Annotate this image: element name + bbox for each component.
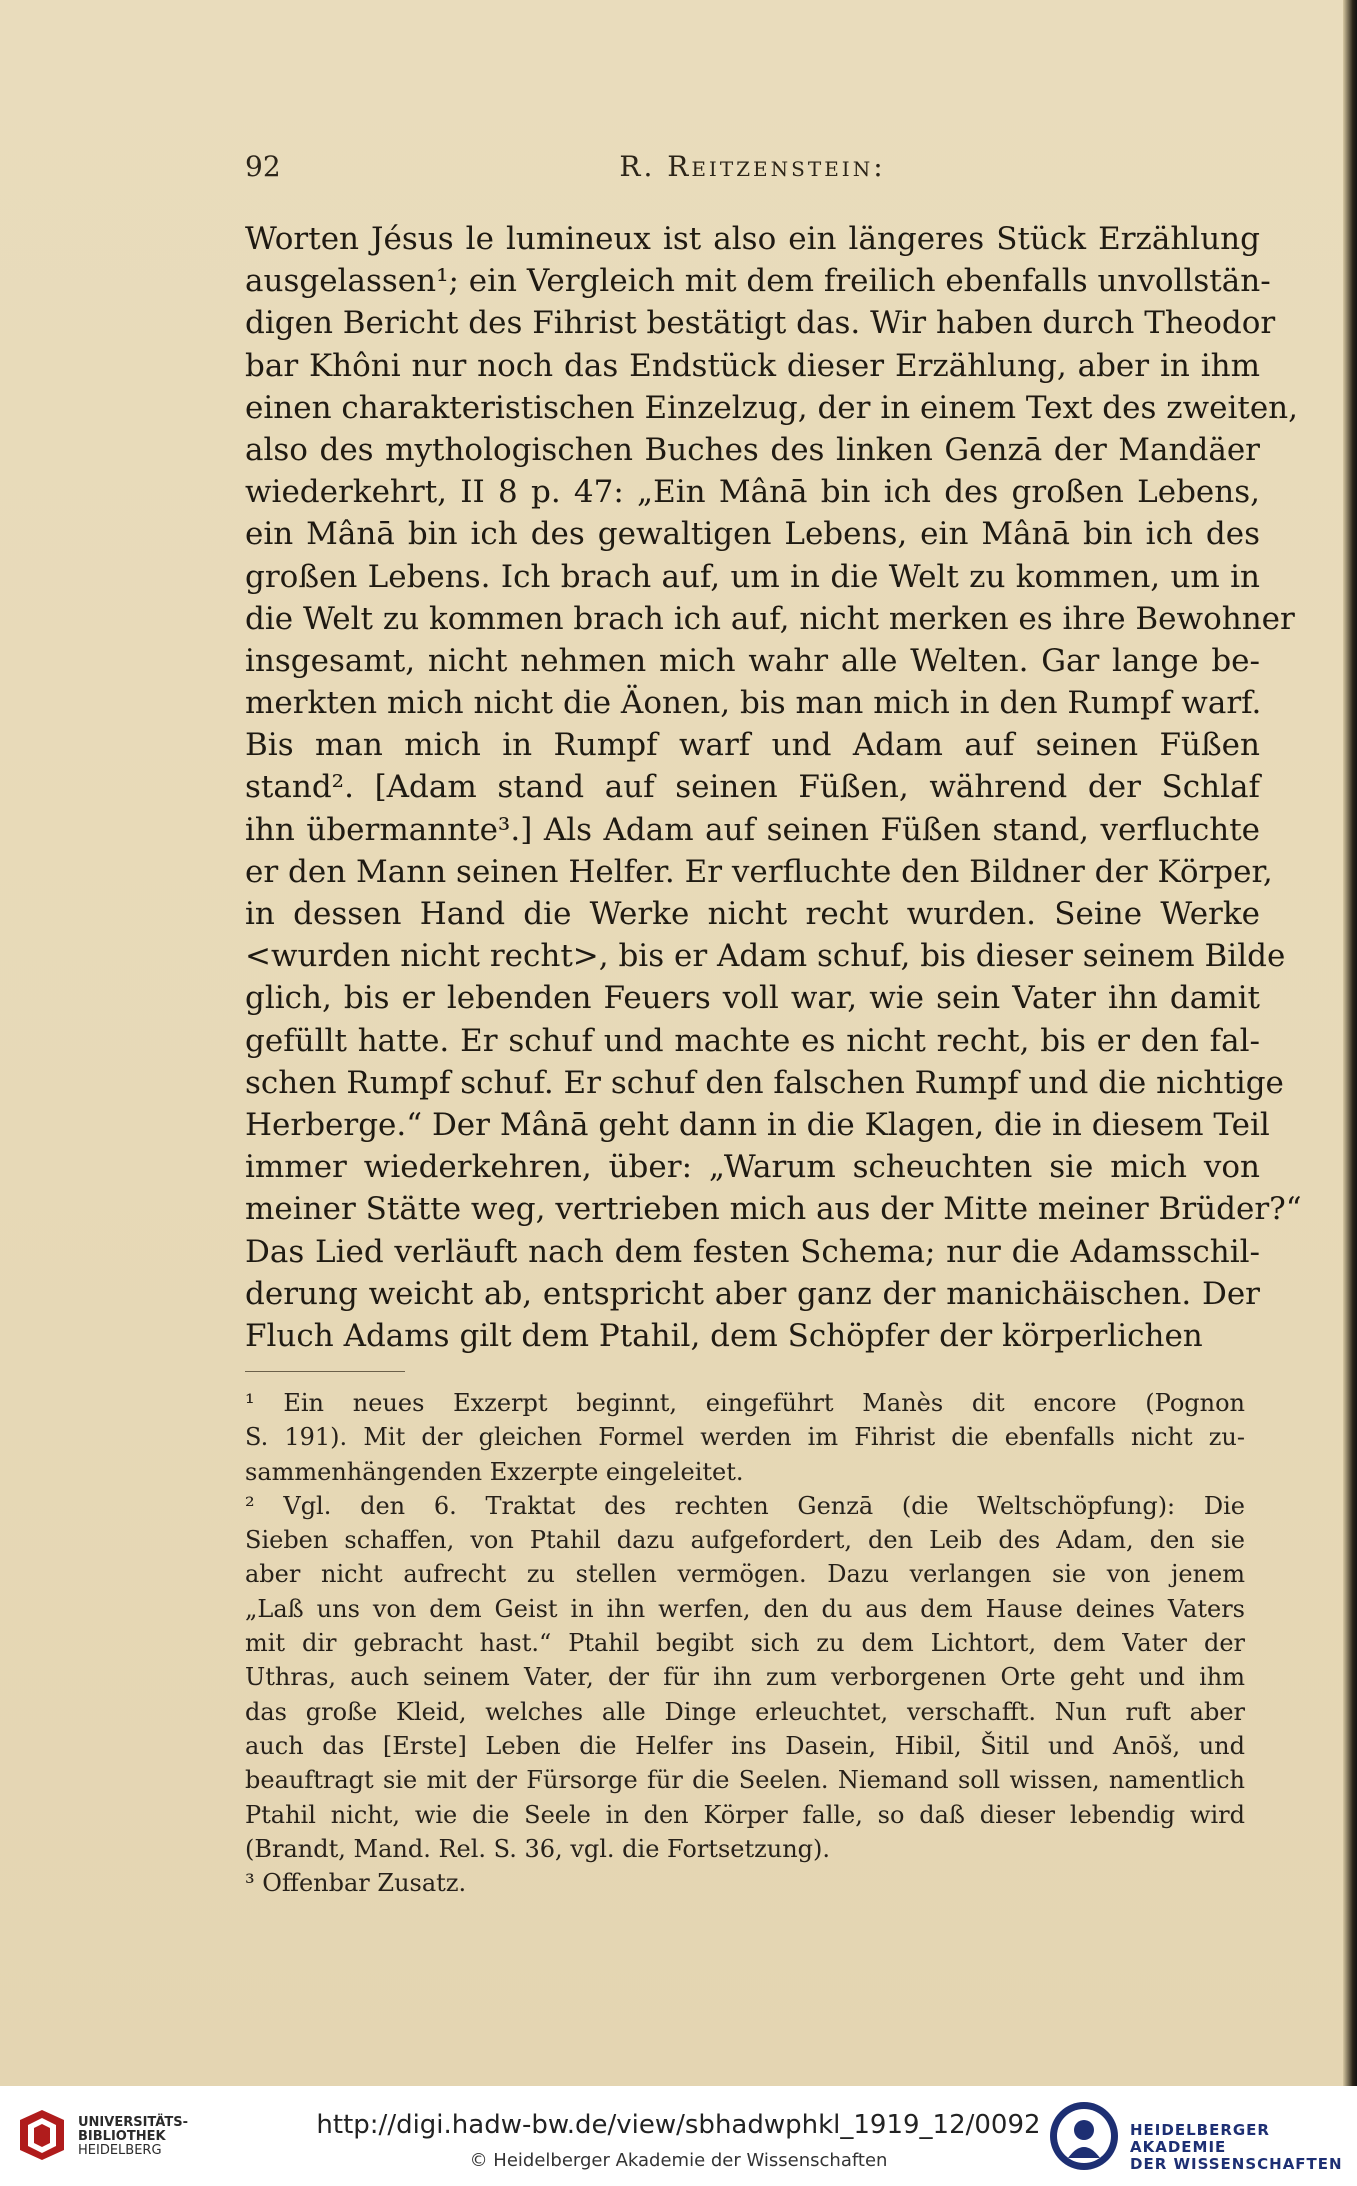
book-spine-edge bbox=[1343, 0, 1357, 2086]
footnote-line: Sieben schaffen, von Ptahil dazu aufgefordert, den Leib des Adam, den sie bbox=[245, 1526, 1245, 1555]
text-line: ein Mânā bin ich des gewaltigen Lebens, ein Mânā bin ich des bbox=[245, 516, 1260, 553]
text-line: meiner Stätte weg, vertrieben mich aus der Mitte meiner Brüder?“ bbox=[245, 1191, 1302, 1228]
text-line: ausgelassen¹; ein Vergleich mit dem freilich ebenfalls unvollstän- bbox=[245, 263, 1271, 300]
text-line: Fluch Adams gilt dem Ptahil, dem Schöpfer der körperlichen bbox=[245, 1317, 1203, 1354]
footnotes bbox=[245, 1386, 1245, 1900]
academy-label-line: DER WISSENSCHAFTEN bbox=[1130, 2155, 1343, 2173]
text-line: einen charakteristischen Einzelzug, der in einem Text des zweiten, bbox=[245, 389, 1298, 426]
text-line: wiederkehrt, II 8 p. 47: „Ein Mânā bin ich des großen Lebens, bbox=[245, 474, 1260, 511]
footnote-line: Ptahil nicht, wie die Seele in den Körper falle, so daß dieser lebendig wird bbox=[245, 1800, 1245, 1829]
text-line: schen Rumpf schuf. Er schuf den falschen Rumpf und die nichtige bbox=[245, 1064, 1284, 1101]
text-line: Herberge.“ Der Mânā geht dann in die Klagen, die in diesem Teil bbox=[245, 1106, 1270, 1143]
footnote-line: (Brandt, Mand. Rel. S. 36, vgl. die Fortsetzung). bbox=[245, 1834, 831, 1863]
footnote-line: ³ Offenbar Zusatz. bbox=[245, 1869, 467, 1898]
footnote-line: „Laß uns von dem Geist in ihn werfen, den du aus dem Hause deines Vaters bbox=[245, 1594, 1245, 1623]
text-line: merkten mich nicht die Äonen, bis man mich in den Rumpf warf. bbox=[245, 685, 1262, 722]
text-line: die Welt zu kommen brach ich auf, nicht merken es ihre Bewohner bbox=[245, 600, 1295, 637]
running-head: R. Reitzenstein: bbox=[619, 150, 886, 183]
footnote-line: auch das [Erste] Leben die Helfer ins Dasein, Hibil, Šitil und Anōš, und bbox=[245, 1731, 1245, 1760]
permalink-url[interactable]: http://digi.hadw-bw.de/view/sbhadwphkl_1919_12/0092 bbox=[316, 2110, 1041, 2140]
text-line: derung weicht ab, entspricht aber ganz der manichäischen. Der bbox=[245, 1275, 1260, 1312]
text-line: digen Bericht des Fihrist bestätigt das. Wir haben durch Theodor bbox=[245, 305, 1276, 342]
footnote-line: Uthras, auch seinem Vater, der für ihn zum verborgenen Orte geht und ihm bbox=[245, 1663, 1245, 1692]
footnote-line: aber nicht aufrecht zu stellen vermögen. Dazu verlangen sie von jenem bbox=[245, 1560, 1245, 1589]
text-line: er den Mann seinen Helfer. Er verfluchte den Bildner der Körper, bbox=[245, 853, 1273, 890]
text-line: immer wiederkehren, über: „Warum scheuchten sie mich von bbox=[245, 1149, 1260, 1186]
text-line: stand². [Adam stand auf seinen Füßen, während der Schlaf bbox=[245, 769, 1260, 806]
text-line: Worten Jésus le lumineux ist also ein längeres Stück Erzählung bbox=[245, 221, 1260, 257]
text-line: ihn übermannte³.] Als Adam auf seinen Füßen stand, verfluchte bbox=[245, 811, 1260, 848]
text-line: gefüllt hatte. Er schuf und machte es nicht recht, bis er den fal- bbox=[245, 1022, 1260, 1059]
academy-label-line: HEIDELBERGER AKADEMIE bbox=[1130, 2121, 1270, 2156]
university-library-label-line: HEIDELBERG bbox=[78, 2143, 162, 2158]
footnote-line: sammenhängenden Exzerpte eingeleitet. bbox=[245, 1457, 744, 1486]
academy-label bbox=[1130, 2122, 1357, 2173]
text-line: Das Lied verläuft nach dem festen Schema; nur die Adamsschil- bbox=[245, 1233, 1260, 1270]
university-library-label-line: BIBLIOTHEK bbox=[78, 2129, 166, 2144]
text-line: <wurden nicht recht>, bis er Adam schuf, bis dieser seinem Bilde bbox=[245, 938, 1286, 975]
footnote-rule bbox=[245, 1371, 405, 1372]
footnote-line: beauftragt sie mit der Fürsorge für die Seelen. Niemand soll wissen, namentlich bbox=[245, 1766, 1245, 1795]
viewer-footer bbox=[0, 2086, 1357, 2186]
footnote-line: ² Vgl. den 6. Traktat des rechten Genzā (die Weltschöpfung): Die bbox=[245, 1491, 1245, 1520]
text-line: großen Lebens. Ich brach auf, um in die Welt zu kommen, um in bbox=[245, 558, 1260, 595]
page-header bbox=[245, 150, 1260, 190]
text-line: glich, bis er lebenden Feuers voll war, wie sein Vater ihn damit bbox=[245, 980, 1260, 1017]
text-line: bar Khôni nur noch das Endstück dieser Erzählung, aber in ihm bbox=[245, 347, 1260, 384]
text-line: insgesamt, nicht nehmen mich wahr alle Welten. Gar lange be- bbox=[245, 642, 1260, 679]
academy-seal-icon bbox=[1048, 2100, 1120, 2172]
footnote-line: ¹ Ein neues Exzerpt beginnt, eingeführt Manès dit encore (Pognon bbox=[245, 1389, 1245, 1417]
footnote-line: mit dir gebracht hast.“ Ptahil begibt sich zu dem Lichtort, dem Vater der bbox=[245, 1629, 1245, 1658]
copyright-text: © Heidelberger Akademie der Wissenschaften bbox=[469, 2150, 888, 2171]
footnote-line: das große Kleid, welches alle Dinge erleuchtet, verschafft. Nun ruft aber bbox=[245, 1697, 1245, 1726]
page-number: 92 bbox=[245, 150, 281, 183]
footnote-line: S. 191). Mit der gleichen Formel werden im Fihrist die ebenfalls nicht zu- bbox=[245, 1423, 1245, 1452]
text-line: Bis man mich in Rumpf warf und Adam auf seinen Füßen bbox=[245, 727, 1260, 764]
text-line: also des mythologischen Buches des linken Genzā der Mandäer bbox=[245, 431, 1260, 468]
university-library-label-line: UNIVERSITÄTS- bbox=[78, 2115, 188, 2130]
text-line: in dessen Hand die Werke nicht recht wurden. Seine Werke bbox=[245, 896, 1260, 932]
main-text bbox=[245, 218, 1302, 1357]
